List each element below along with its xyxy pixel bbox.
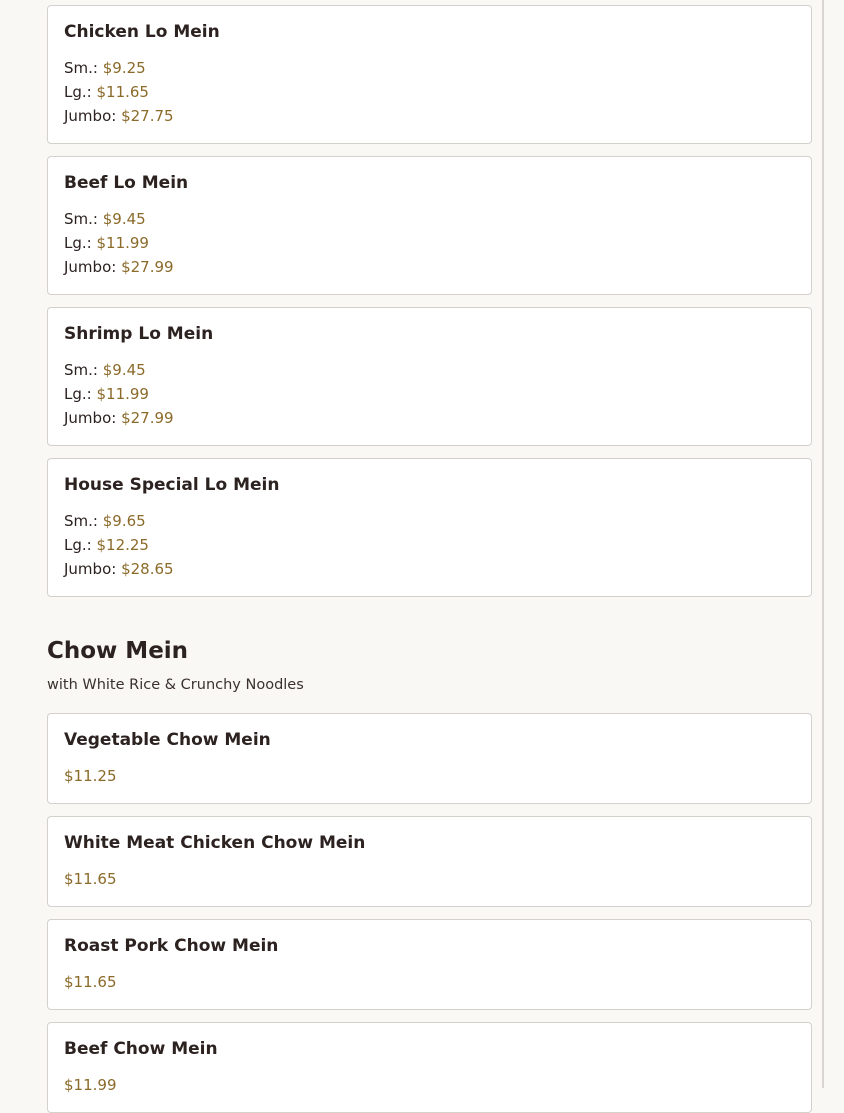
size-label: Lg.: bbox=[64, 234, 92, 252]
size-label: Lg.: bbox=[64, 83, 92, 101]
price-value: $11.99 bbox=[96, 234, 149, 252]
size-price-jumbo bbox=[64, 406, 795, 430]
page-right-border bbox=[822, 0, 824, 1088]
price-value: $11.99 bbox=[96, 385, 149, 403]
menu-item-card[interactable] bbox=[47, 307, 812, 446]
price-value: $9.25 bbox=[102, 59, 146, 77]
size-price-small bbox=[64, 358, 795, 382]
size-price-small bbox=[64, 509, 795, 533]
menu-item-card[interactable] bbox=[47, 5, 812, 144]
size-price-large bbox=[64, 80, 795, 104]
size-price-jumbo bbox=[64, 557, 795, 581]
menu-item-name: Shrimp Lo Mein bbox=[64, 324, 214, 344]
price-value: $28.65 bbox=[121, 560, 174, 578]
price-value: $9.65 bbox=[102, 512, 146, 530]
price-value: $11.65 bbox=[64, 973, 117, 991]
menu-item-name: Roast Pork Chow Mein bbox=[64, 936, 279, 956]
size-label: Jumbo: bbox=[64, 409, 117, 427]
size-price-jumbo bbox=[64, 255, 795, 279]
menu-item-name: Chicken Lo Mein bbox=[64, 22, 220, 42]
size-price-large bbox=[64, 533, 795, 557]
size-label: Sm.: bbox=[64, 210, 98, 228]
menu-item-name: White Meat Chicken Chow Mein bbox=[64, 833, 366, 853]
menu-item-name: Beef Lo Mein bbox=[64, 173, 189, 193]
menu-item-card[interactable] bbox=[47, 156, 812, 295]
size-label: Jumbo: bbox=[64, 560, 117, 578]
menu-item-card[interactable] bbox=[47, 713, 812, 804]
price-value: $27.75 bbox=[121, 107, 174, 125]
price-value: $11.99 bbox=[64, 1076, 117, 1094]
size-label: Sm.: bbox=[64, 59, 98, 77]
price-value: $11.65 bbox=[96, 83, 149, 101]
size-label: Jumbo: bbox=[64, 258, 117, 276]
size-price-small bbox=[64, 56, 795, 80]
price-value: $11.65 bbox=[64, 870, 117, 888]
size-price-small bbox=[64, 207, 795, 231]
price-value: $12.25 bbox=[96, 536, 149, 554]
price-value: $27.99 bbox=[121, 409, 174, 427]
price-value: $9.45 bbox=[102, 361, 146, 379]
menu-item-name: Beef Chow Mein bbox=[64, 1039, 218, 1059]
section-subtitle: with White Rice & Crunchy Noodles bbox=[47, 677, 304, 693]
size-label: Jumbo: bbox=[64, 107, 117, 125]
price-value: $11.25 bbox=[64, 767, 117, 785]
size-label: Sm.: bbox=[64, 361, 98, 379]
menu-item-card[interactable] bbox=[47, 816, 812, 907]
price-value: $9.45 bbox=[102, 210, 146, 228]
size-price-large bbox=[64, 382, 795, 406]
size-label: Lg.: bbox=[64, 385, 92, 403]
menu-item-name: House Special Lo Mein bbox=[64, 475, 280, 495]
menu-item-card[interactable] bbox=[47, 458, 812, 597]
size-price-large bbox=[64, 231, 795, 255]
price-value: $27.99 bbox=[121, 258, 174, 276]
menu-item-card[interactable] bbox=[47, 1022, 812, 1113]
section-title: Chow Mein bbox=[47, 638, 189, 664]
menu-item-name: Vegetable Chow Mein bbox=[64, 730, 271, 750]
size-price-jumbo bbox=[64, 104, 795, 128]
menu-item-card[interactable] bbox=[47, 919, 812, 1010]
size-label: Lg.: bbox=[64, 536, 92, 554]
size-label: Sm.: bbox=[64, 512, 98, 530]
